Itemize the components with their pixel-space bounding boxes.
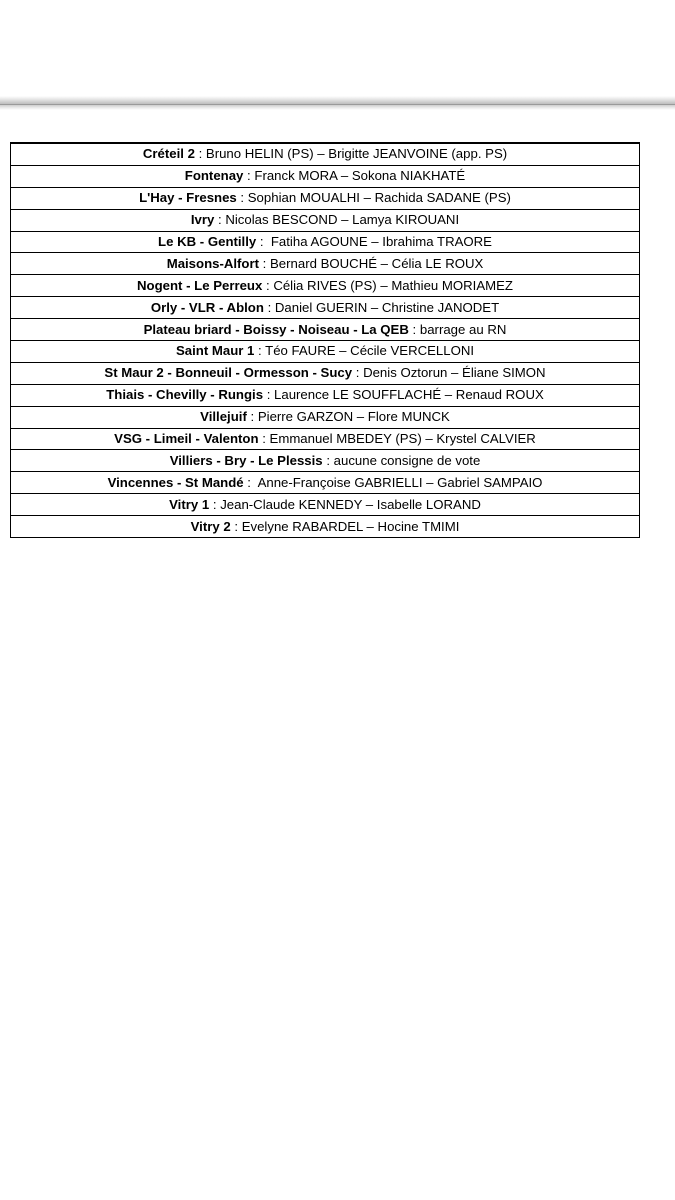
candidate-names: Sophian MOUALHI – Rachida SADANE (PS) bbox=[247, 190, 511, 206]
candidate-names: Evelyne RABARDEL – Hocine TMIMI bbox=[241, 518, 460, 534]
candidate-names: barrage au RN bbox=[419, 321, 507, 337]
row-separator: : bbox=[408, 321, 420, 337]
candidate-names: Denis Oztorun – Éliane SIMON bbox=[363, 365, 546, 381]
table-row bbox=[11, 143, 640, 165]
table-cell bbox=[11, 275, 640, 297]
table-cell bbox=[11, 450, 640, 472]
table-cell bbox=[11, 231, 640, 253]
district-name: Thiais - Chevilly - Rungis bbox=[106, 387, 264, 403]
district-name: Le KB - Gentilly bbox=[158, 234, 257, 249]
district-name: Saint Maur 1 bbox=[175, 343, 255, 359]
table-cell bbox=[11, 406, 640, 428]
row-separator: : bbox=[236, 190, 248, 206]
table-cell bbox=[11, 494, 640, 516]
table-row bbox=[11, 516, 640, 538]
row-separator: : bbox=[259, 255, 271, 271]
district-name: St Maur 2 - Bonneuil - Ormesson - Sucy bbox=[104, 365, 353, 381]
table-row bbox=[11, 472, 640, 494]
row-separator: : bbox=[263, 299, 275, 315]
candidate-names: Jean-Claude KENNEDY – Isabelle LORAND bbox=[220, 496, 481, 512]
candidate-names: Pierre GARZON – Flore MUNCK bbox=[257, 409, 450, 425]
candidate-names: Franck MORA – Sokona NIAKHATÉ bbox=[254, 168, 466, 184]
district-name: Fontenay bbox=[184, 168, 244, 184]
table-cell bbox=[11, 297, 640, 319]
district-name: Villejuif bbox=[200, 409, 247, 425]
district-name: Vitry 1 bbox=[169, 496, 210, 512]
table-row bbox=[11, 319, 640, 341]
table-cell bbox=[11, 516, 640, 538]
candidate-names: Nicolas BESCOND – Lamya KIROUANI bbox=[225, 212, 460, 228]
candidate-names: Bruno HELIN (PS) – Brigitte JEANVOINE (app. PS) bbox=[205, 146, 508, 162]
table-row bbox=[11, 165, 640, 187]
table-cell bbox=[11, 341, 640, 363]
table-cell bbox=[11, 253, 640, 275]
row-separator: : bbox=[243, 168, 255, 184]
page-top-divider bbox=[0, 96, 675, 110]
district-name: Ivry bbox=[190, 212, 215, 228]
table-cell bbox=[11, 319, 640, 341]
row-separator: : bbox=[214, 212, 226, 228]
candidate-names: Célia RIVES (PS) – Mathieu MORIAMEZ bbox=[273, 277, 513, 293]
endorsement-table bbox=[10, 142, 640, 538]
row-separator: : bbox=[209, 496, 221, 512]
table-row bbox=[11, 384, 640, 406]
candidate-names: aucune consigne de vote bbox=[333, 452, 481, 468]
district-name: VSG - Limeil - Valenton bbox=[114, 431, 259, 447]
district-name: Créteil 2 bbox=[142, 146, 195, 162]
row-separator: : bbox=[246, 409, 258, 425]
candidate-names: Téo FAURE – Cécile VERCELLONI bbox=[265, 343, 475, 359]
district-name: Maisons-Alfort bbox=[166, 255, 260, 271]
row-separator: : bbox=[194, 146, 206, 162]
table-row bbox=[11, 231, 640, 253]
row-separator: : bbox=[262, 277, 274, 293]
table-row bbox=[11, 209, 640, 231]
table-row bbox=[11, 494, 640, 516]
endorsement-table-body bbox=[11, 143, 640, 538]
candidate-names: Bernard BOUCHÉ – Célia LE ROUX bbox=[270, 255, 484, 271]
table-row bbox=[11, 428, 640, 450]
row-separator: : bbox=[256, 234, 271, 249]
candidate-names: Emmanuel MBEDEY (PS) – Krystel CALVIER bbox=[269, 431, 536, 447]
table-cell bbox=[11, 384, 640, 406]
table-cell bbox=[11, 428, 640, 450]
district-name: Nogent - Le Perreux bbox=[137, 277, 263, 293]
table-cell bbox=[11, 472, 640, 494]
table-cell bbox=[11, 165, 640, 187]
district-name: Plateau briard - Boissy - Noiseau - La QEB bbox=[143, 321, 409, 337]
table-row bbox=[11, 362, 640, 384]
row-separator: : bbox=[243, 474, 258, 490]
district-name: Vitry 2 bbox=[190, 518, 231, 534]
row-separator: : bbox=[352, 365, 364, 381]
candidate-names: Anne-Françoise GABRIELLI – Gabriel SAMPAIO bbox=[257, 474, 543, 490]
table-row bbox=[11, 275, 640, 297]
row-separator: : bbox=[263, 387, 275, 403]
district-name: Vincennes - St Mandé bbox=[107, 474, 244, 490]
row-separator: : bbox=[254, 343, 266, 359]
table-cell bbox=[11, 187, 640, 209]
candidate-names: Fatiha AGOUNE – Ibrahima TRAORE bbox=[270, 234, 492, 249]
row-separator: : bbox=[230, 518, 242, 534]
page-top-divider-line bbox=[0, 104, 675, 105]
table-cell bbox=[11, 209, 640, 231]
candidate-names: Laurence LE SOUFFLACHÉ – Renaud ROUX bbox=[274, 387, 544, 403]
table-cell bbox=[11, 362, 640, 384]
table-row bbox=[11, 253, 640, 275]
row-separator: : bbox=[322, 452, 334, 468]
table-row bbox=[11, 341, 640, 363]
district-name: Orly - VLR - Ablon bbox=[150, 299, 264, 315]
candidate-names: Daniel GUERIN – Christine JANODET bbox=[274, 299, 500, 315]
table-row bbox=[11, 297, 640, 319]
district-name: Villiers - Bry - Le Plessis bbox=[169, 452, 323, 468]
table-row bbox=[11, 187, 640, 209]
row-separator: : bbox=[258, 431, 270, 447]
table-cell bbox=[11, 143, 640, 165]
table-row bbox=[11, 406, 640, 428]
district-name: L'Hay - Fresnes bbox=[139, 190, 237, 206]
table-row bbox=[11, 450, 640, 472]
